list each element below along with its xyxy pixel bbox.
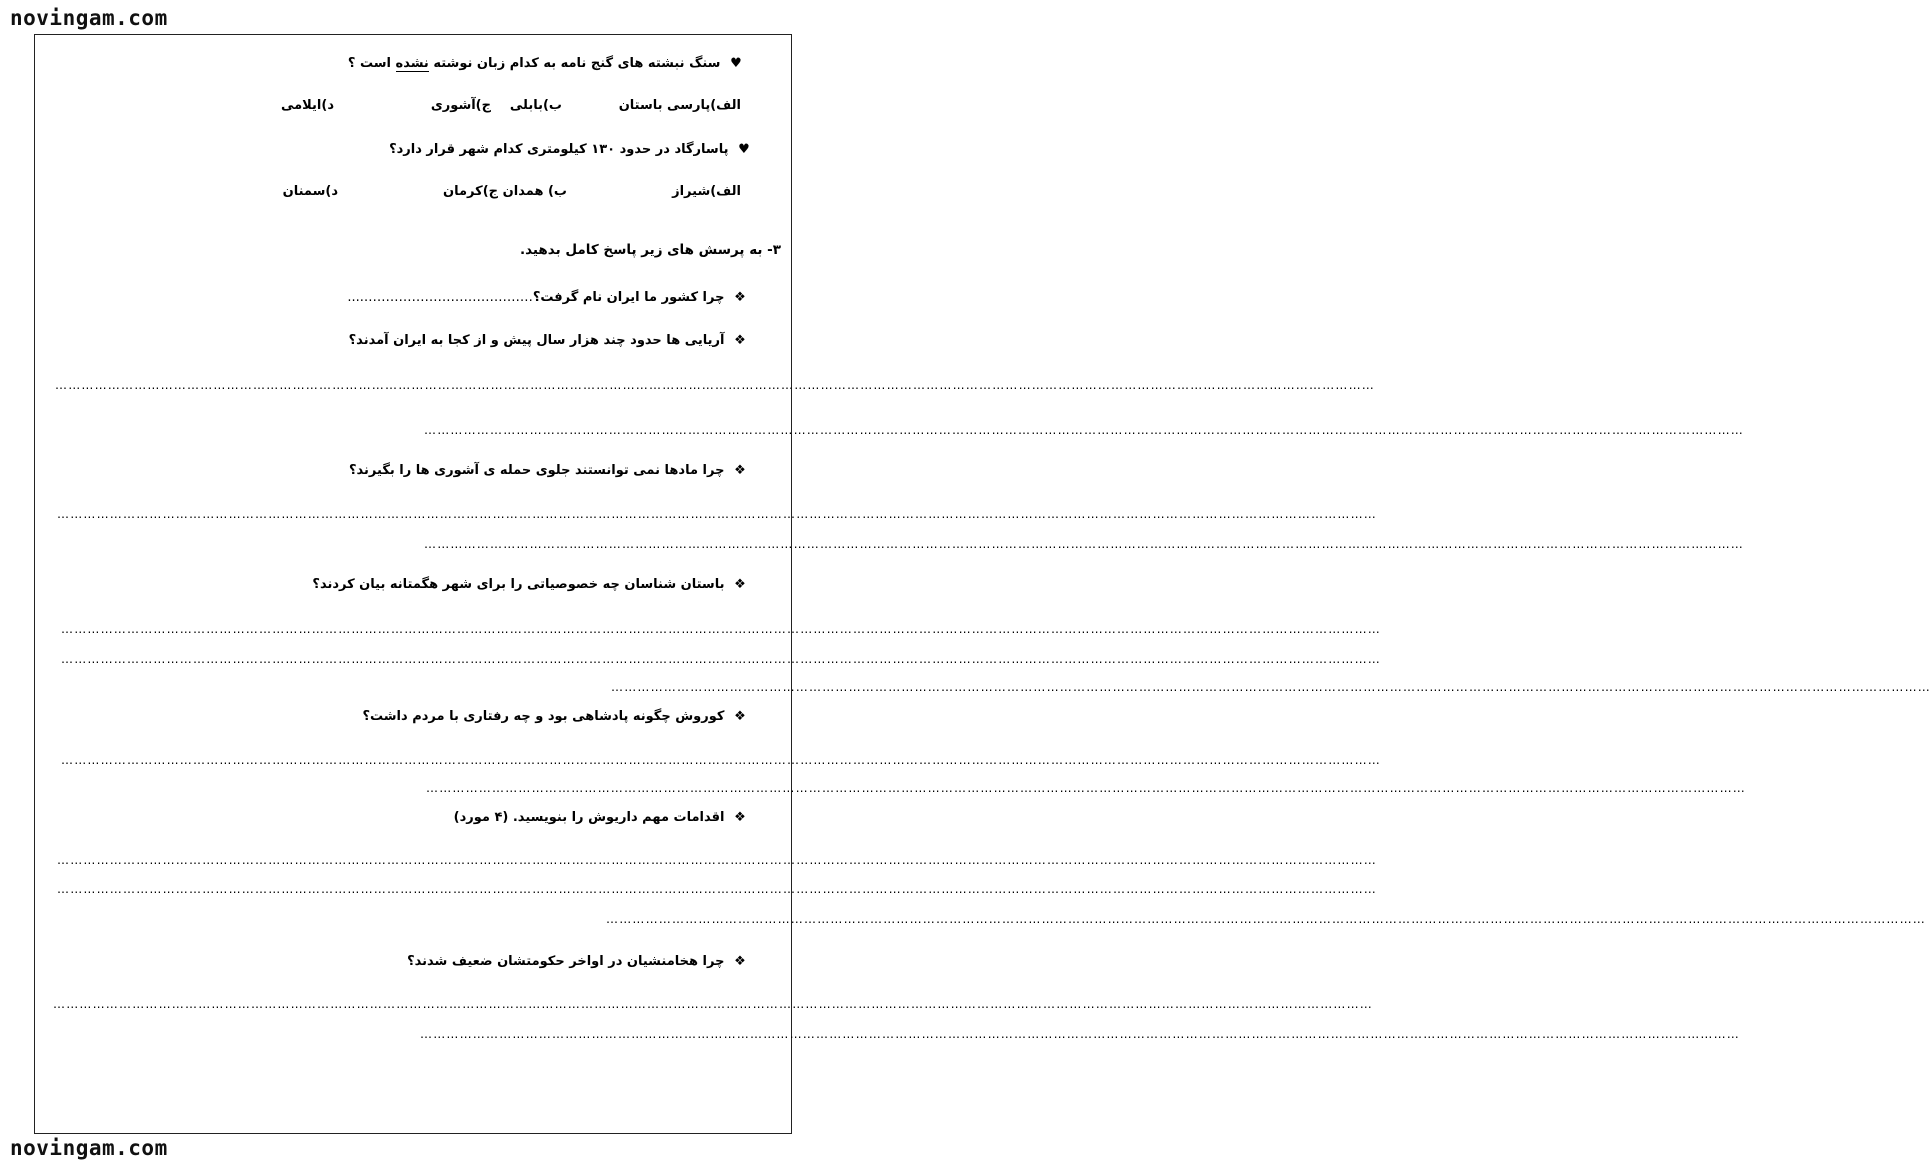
question-3 (349, 463, 751, 478)
mc1-question-text: سنگ نبشته های گنج نامه به کدام زبان نوشته (433, 56, 721, 71)
answer-line[interactable]: ………………………………………………………………………………………………………………………………………………………………………………………………………………………………………………………………………… (606, 912, 1926, 926)
mc1-option-b: ب)بابلی (509, 98, 562, 113)
mc1-option-d: د)ایلامی (280, 98, 334, 113)
question-3-text: چرا مادها نمی توانستند جلوی حمله ی آشوری ها را بگیرند؟ (349, 463, 725, 478)
answer-line[interactable]: ………………………………………………………………………………………………………………………………………………………………………………………………………………………………………………………………………… (53, 997, 1373, 1011)
section3-title: ۳- به پرسش های زیر پاسخ کامل بدهید. (519, 242, 781, 258)
diamond-bullet-icon: ❖ (734, 709, 746, 724)
answer-line[interactable]: ………………………………………………………………………………………………………………………………………………………………………………………………………………………………………………………………………… (55, 378, 1375, 392)
question-2-text: آریایی ها حدود چند هزار سال پیش و از کجا به ایران آمدند؟ (348, 333, 725, 348)
answer-line[interactable]: ………………………………………………………………………………………………………………………………………………………………………………………………………………………………………………………………………… (57, 882, 1377, 896)
mc2-option-d: د)سمنان (282, 184, 338, 199)
question-1-trail: ………………………………….... (347, 290, 533, 305)
question-6 (454, 810, 751, 825)
question-5 (362, 709, 751, 724)
diamond-bullet-icon: ❖ (734, 333, 746, 348)
diamond-bullet-icon: ❖ (734, 954, 746, 969)
question-7-text: چرا هخامنشیان در اواخر حکومتشان ضعیف شدند؟ (407, 954, 725, 969)
mc2-option-a: الف)شیراز (672, 184, 741, 199)
question-6-text: اقدامات مهم داریوش را بنویسید. (۴ مورد) (453, 810, 725, 825)
diamond-bullet-icon: ❖ (734, 577, 746, 592)
heart-icon: ♥ (730, 56, 742, 71)
answer-line[interactable]: ………………………………………………………………………………………………………………………………………………………………………………………………………………………………………………………………………… (57, 853, 1377, 867)
answer-line[interactable]: ………………………………………………………………………………………………………………………………………………………………………………………………………………………………………………………………………… (426, 781, 1746, 795)
answer-line[interactable]: ………………………………………………………………………………………………………………………………………………………………………………………………………………………………………………………………………… (57, 507, 1377, 521)
question-2 (349, 333, 751, 348)
mc1-option-a: الف)پارسی باستان (618, 98, 741, 113)
question-4-text: باستان شناسان چه خصوصیاتی را برای شهر هگمتانه بیان کردند؟ (312, 577, 725, 592)
heart-icon: ♥ (738, 142, 750, 157)
mc1-question (348, 56, 747, 71)
watermark-top: novingam.com (10, 6, 168, 30)
mc1-question-end: است ؟ (347, 56, 391, 71)
watermark-bottom: novingam.com (10, 1136, 168, 1160)
mc2-question-text: پاسارگاد در حدود ۱۳۰ کیلومتری کدام شهر قرار دارد؟ (389, 142, 729, 157)
answer-line[interactable]: ………………………………………………………………………………………………………………………………………………………………………………………………………………………………………………………………………… (424, 423, 1744, 437)
answer-line[interactable]: ………………………………………………………………………………………………………………………………………………………………………………………………………………………………………………………………………… (424, 537, 1744, 551)
question-1 (347, 290, 751, 305)
mc1-option-c: ج)آشوری (430, 98, 491, 113)
diamond-bullet-icon: ❖ (734, 810, 746, 825)
mc1-question-underlined: نشده (395, 56, 429, 71)
diamond-bullet-icon: ❖ (734, 463, 746, 478)
diamond-bullet-icon: ❖ (734, 290, 746, 305)
mc2-option-c: ج)کرمان (443, 184, 498, 199)
answer-line[interactable]: ………………………………………………………………………………………………………………………………………………………………………………………………………………………………………………………………………… (61, 652, 1381, 666)
answer-line[interactable]: ………………………………………………………………………………………………………………………………………………………………………………………………………………………………………………………………………… (61, 753, 1381, 767)
question-4 (312, 577, 751, 592)
mc2-option-b: ب) همدان (502, 184, 567, 199)
question-7 (407, 954, 751, 969)
answer-line[interactable]: ………………………………………………………………………………………………………………………………………………………………………………………………………………………………………………………………………… (420, 1027, 1740, 1041)
question-5-text: کوروش چگونه پادشاهی بود و چه رفتاری با مردم داشت؟ (362, 709, 725, 724)
answer-line[interactable]: ………………………………………………………………………………………………………………………………………………………………………………………………………………………………………………………………………… (61, 622, 1381, 636)
question-1-text: چرا کشور ما ایران نام گرفت؟ (532, 290, 725, 305)
mc2-question (389, 142, 755, 157)
answer-line[interactable]: ………………………………………………………………………………………………………………………………………………………………………………………………………………………………………………………………………… (611, 680, 1931, 694)
